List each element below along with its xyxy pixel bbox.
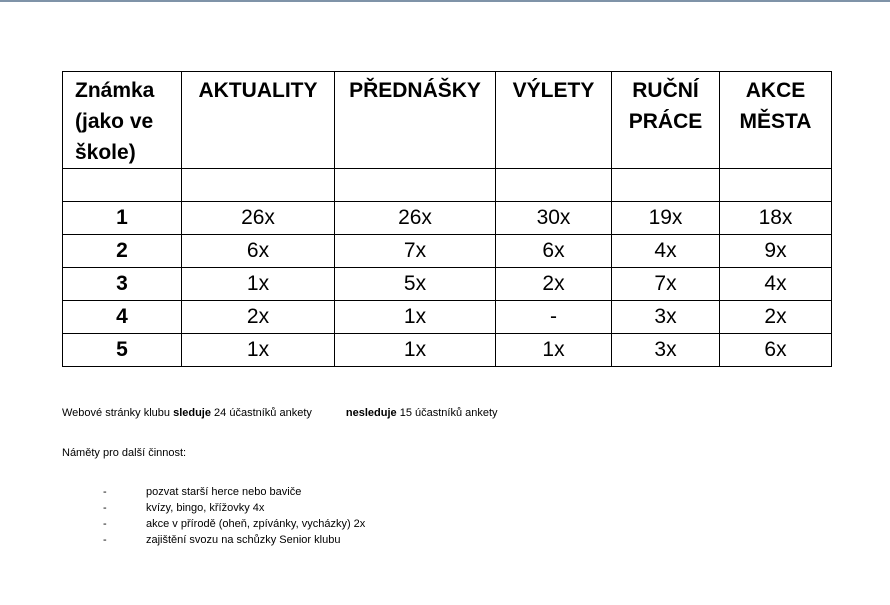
table-cell: 7x	[335, 235, 496, 268]
table-cell: 1x	[182, 334, 335, 367]
grade-cell: 3	[63, 268, 182, 301]
table-cell: 2x	[720, 301, 832, 334]
header-aktuality: AKTUALITY	[182, 72, 335, 169]
table-cell: 1x	[335, 334, 496, 367]
table-cell: 6x	[496, 235, 612, 268]
web-prefix: Webové stránky klubu	[62, 407, 174, 419]
header-grade: Známka (jako ve škole)	[63, 72, 182, 169]
grade-cell: 2	[63, 235, 182, 268]
table-cell: 7x	[612, 268, 720, 301]
table-row	[63, 268, 832, 301]
table-cell: 30x	[496, 202, 612, 235]
table-empty-row	[63, 169, 832, 202]
idea-text: zajištění svozu na schůzky Senior klubu	[146, 534, 341, 546]
table-cell: 26x	[335, 202, 496, 235]
table-row	[63, 235, 832, 268]
grade-cell: 1	[63, 202, 182, 235]
table-cell: 6x	[182, 235, 335, 268]
not-follows-word: nesleduje	[345, 407, 397, 419]
list-dash: -	[103, 534, 107, 546]
idea-text: akce v přírodě (oheň, zpívánky, vycházky) 2x	[146, 518, 366, 530]
idea-text: pozvat starší herce nebo baviče	[146, 486, 302, 498]
website-followers-note	[62, 406, 498, 420]
follows-word: sleduje	[173, 407, 211, 419]
table-cell: 2x	[496, 268, 612, 301]
header-rucni-prace: RUČNÍ PRÁCE	[612, 72, 720, 169]
table-row	[63, 334, 832, 367]
grade-cell: 4	[63, 301, 182, 334]
table-cell: 26x	[182, 202, 335, 235]
grade-cell: 5	[63, 334, 182, 367]
table-cell: 1x	[182, 268, 335, 301]
table-cell: 5x	[335, 268, 496, 301]
list-dash: -	[103, 486, 107, 498]
ideas-title: Náměty pro další činnost:	[62, 447, 187, 459]
follows-count: 24 účastníků ankety	[210, 407, 312, 419]
table-cell: 4x	[612, 235, 720, 268]
table-cell: 19x	[612, 202, 720, 235]
table-cell: -	[496, 301, 612, 334]
table-cell: 18x	[720, 202, 832, 235]
header-akce-mesta: AKCE MĚSTA	[720, 72, 832, 169]
table-header-row	[63, 72, 832, 169]
table-cell: 4x	[720, 268, 832, 301]
top-border-line	[0, 0, 890, 2]
table-cell: 1x	[335, 301, 496, 334]
table-cell: 1x	[496, 334, 612, 367]
survey-rating-table	[62, 71, 832, 367]
header-prednasky: PŘEDNÁŠKY	[335, 72, 496, 169]
table-row	[63, 202, 832, 235]
list-dash: -	[103, 518, 107, 530]
table-cell: 3x	[612, 301, 720, 334]
table-row	[63, 301, 832, 334]
not-follows-count: 15 účastníků ankety	[396, 407, 498, 419]
idea-text: kvízy, bingo, křížovky 4x	[146, 502, 265, 514]
table-cell: 2x	[182, 301, 335, 334]
table-cell: 9x	[720, 235, 832, 268]
header-vylety: VÝLETY	[496, 72, 612, 169]
list-dash: -	[103, 502, 107, 514]
table-cell: 6x	[720, 334, 832, 367]
table-cell: 3x	[612, 334, 720, 367]
